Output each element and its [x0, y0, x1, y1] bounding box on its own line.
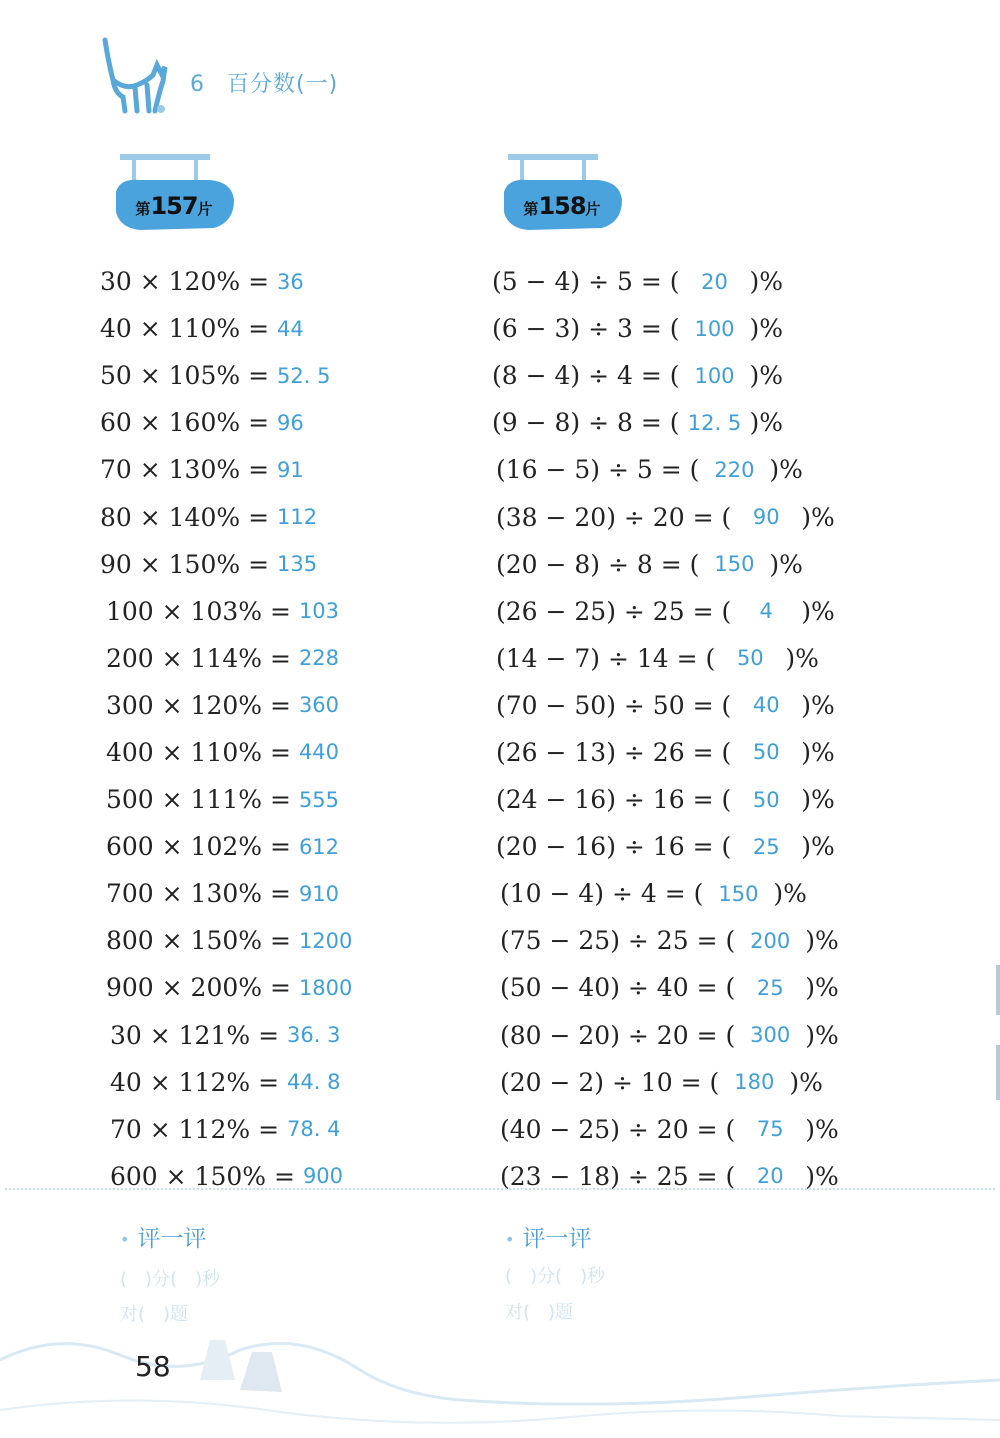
exercise-question: (26 − 13) ÷ 26 = ( [496, 737, 732, 767]
section-divider [5, 1188, 995, 1190]
exercise-row [100, 446, 352, 493]
exercise-row [100, 682, 352, 729]
percent-suffix: )% [769, 549, 803, 579]
badge-prefix: 第 [135, 200, 151, 218]
exercise-answer: 612 [298, 834, 340, 859]
exercise-answer: 4 [759, 599, 773, 624]
page-header [95, 35, 495, 115]
exercise-answer: 100 [694, 363, 735, 388]
exercise-row [100, 1153, 352, 1200]
exercise-answer: 910 [298, 881, 340, 906]
exercise-row [100, 1012, 352, 1059]
exercise-answer: 90 [752, 505, 780, 530]
exercise-answer: 555 [298, 787, 340, 812]
exercise-row [100, 258, 352, 305]
exercise-answer: 228 [298, 646, 340, 671]
exercise-row [100, 352, 352, 399]
bullet-icon: • [505, 1230, 515, 1249]
exercise-answer: 44 [277, 316, 304, 341]
exercise-answer: 52. 5 [277, 363, 331, 388]
page-number: 58 [135, 1350, 171, 1383]
exercise-answer: 300 [750, 1023, 791, 1048]
exercise-question: 600 × 102% = [106, 832, 291, 862]
exercise-answer: 25 [752, 834, 780, 859]
exercise-row [492, 729, 839, 776]
score-line-left: ( )分( )秒 [120, 1269, 221, 1290]
badge-label [124, 192, 224, 220]
percent-suffix: )% [801, 596, 835, 626]
review-title-right [505, 1220, 591, 1253]
percent-suffix: )% [749, 267, 784, 297]
exercise-question: (6 − 3) ÷ 3 = ( [492, 314, 680, 344]
exercise-answer: 180 [734, 1070, 775, 1095]
exercise-row [492, 258, 839, 305]
exercise-question: 300 × 120% = [106, 690, 291, 720]
exercise-row [492, 399, 839, 446]
exercise-question: (20 − 2) ÷ 10 = ( [500, 1067, 720, 1097]
review-title: 评一评 [522, 1226, 592, 1252]
exercise-row [100, 870, 352, 917]
exercise-row [100, 635, 352, 682]
exercise-question: (20 − 16) ÷ 16 = ( [496, 832, 732, 862]
exercise-row [492, 917, 839, 964]
exercise-question: (10 − 4) ÷ 4 = ( [500, 879, 704, 909]
review-title-left [120, 1220, 206, 1253]
section-badge-157 [110, 148, 240, 238]
chapter-number: 6 [190, 72, 205, 97]
percent-suffix: )% [805, 926, 839, 956]
exercise-question: 40 × 110% = [100, 314, 270, 344]
exercise-question: 30 × 121% = [110, 1020, 280, 1050]
exercise-question: 70 × 112% = [110, 1114, 280, 1144]
exercise-answer: 150 [714, 552, 755, 577]
exercise-answer: 91 [277, 457, 304, 482]
exercise-row [100, 305, 352, 352]
exercise-answer: 12. 5 [687, 410, 742, 435]
left-exercise-list [100, 258, 352, 1200]
cat-icon [95, 35, 175, 115]
time-line-right: 对( )题 [505, 1302, 574, 1323]
exercise-answer: 25 [756, 975, 784, 1000]
exercise-answer: 78. 4 [287, 1117, 341, 1142]
percent-suffix: )% [805, 1114, 839, 1144]
exercise-answer: 440 [298, 740, 340, 765]
exercise-question: (38 − 20) ÷ 20 = ( [496, 502, 732, 532]
exercise-question: 800 × 150% = [106, 926, 291, 956]
badge-number: 158 [538, 192, 586, 220]
badge-label [512, 192, 612, 220]
exercise-answer: 200 [750, 928, 791, 953]
exercise-row [492, 1059, 839, 1106]
exercise-row [492, 823, 839, 870]
exercise-row [492, 964, 839, 1011]
exercise-question: (75 − 25) ÷ 25 = ( [500, 926, 736, 956]
score-line-right: ( )分( )秒 [505, 1266, 606, 1287]
exercise-row [100, 964, 352, 1011]
exercise-answer: 20 [701, 269, 728, 294]
exercise-answer: 50 [752, 787, 780, 812]
exercise-question: (20 − 8) ÷ 8 = ( [496, 549, 700, 579]
exercise-answer: 103 [298, 599, 340, 624]
exercise-row [492, 1106, 839, 1153]
exercise-row [100, 1106, 352, 1153]
exercise-answer: 1800 [298, 975, 353, 1000]
exercise-question: (50 − 40) ÷ 40 = ( [500, 973, 736, 1003]
exercise-row [100, 399, 352, 446]
exercise-question: 700 × 130% = [106, 879, 291, 909]
exercise-answer: 1200 [298, 928, 353, 953]
bullet-icon: • [120, 1230, 130, 1249]
percent-suffix: )% [801, 690, 835, 720]
right-exercise-list [492, 258, 839, 1200]
exercise-question: (9 − 8) ÷ 8 = ( [492, 408, 680, 438]
exercise-row [100, 776, 352, 823]
chapter-heading [190, 67, 338, 98]
section-badge-158 [498, 148, 628, 238]
exercise-question: 900 × 200% = [106, 973, 291, 1003]
percent-suffix: )% [749, 361, 784, 391]
exercise-question: 80 × 140% = [100, 502, 270, 532]
exercise-question: (24 − 16) ÷ 16 = ( [496, 785, 732, 815]
exercise-row [100, 823, 352, 870]
exercise-question: 500 × 111% = [106, 785, 291, 815]
percent-suffix: )% [785, 643, 819, 673]
exercise-answer: 50 [736, 646, 764, 671]
percent-suffix: )% [801, 737, 835, 767]
percent-suffix: )% [773, 879, 807, 909]
exercise-question: 200 × 114% = [106, 643, 291, 673]
percent-suffix: )% [805, 1161, 839, 1191]
exercise-row [492, 305, 839, 352]
exercise-answer: 50 [752, 740, 780, 765]
exercise-answer: 360 [298, 693, 340, 718]
exercise-question: 90 × 150% = [100, 549, 270, 579]
exercise-row [100, 588, 352, 635]
exercise-question: 400 × 110% = [106, 737, 291, 767]
percent-suffix: )% [805, 1020, 839, 1050]
exercise-answer: 900 [302, 1164, 344, 1189]
exercise-question: 60 × 160% = [100, 408, 270, 438]
exercise-question: (5 − 4) ÷ 5 = ( [492, 267, 680, 297]
exercise-answer: 20 [756, 1164, 784, 1189]
exercise-question: (8 − 4) ÷ 4 = ( [492, 361, 680, 391]
badge-number: 157 [150, 192, 198, 220]
badge-prefix: 第 [523, 200, 539, 218]
exercise-row [492, 682, 839, 729]
exercise-row [492, 446, 839, 493]
exercise-answer: 40 [752, 693, 780, 718]
exercise-row [100, 541, 352, 588]
exercise-row [492, 1153, 839, 1200]
chapter-title: 百分数(一) [227, 72, 339, 97]
exercise-question: (14 − 7) ÷ 14 = ( [496, 643, 716, 673]
page-edge-mark [996, 965, 1000, 1015]
exercise-row [492, 870, 839, 917]
exercise-answer: 135 [277, 552, 318, 577]
exercise-answer: 96 [277, 410, 304, 435]
percent-suffix: )% [769, 455, 803, 485]
exercise-answer: 150 [718, 881, 759, 906]
exercise-question: 50 × 105% = [100, 361, 270, 391]
exercise-row [492, 493, 839, 540]
exercise-question: 100 × 103% = [106, 596, 291, 626]
exercise-question: (70 − 50) ÷ 50 = ( [496, 690, 732, 720]
exercise-row [100, 1059, 352, 1106]
exercise-answer: 44. 8 [287, 1070, 341, 1095]
exercise-row [492, 635, 839, 682]
percent-suffix: )% [805, 973, 839, 1003]
exercise-answer: 220 [714, 457, 755, 482]
exercise-row [492, 1012, 839, 1059]
percent-suffix: )% [801, 502, 835, 532]
exercise-question: (16 − 5) ÷ 5 = ( [496, 455, 700, 485]
exercise-row [492, 352, 839, 399]
exercise-question: (23 − 18) ÷ 25 = ( [500, 1161, 736, 1191]
percent-suffix: )% [749, 314, 784, 344]
page-edge-mark [996, 1045, 1000, 1100]
percent-suffix: )% [801, 785, 835, 815]
exercise-row [492, 776, 839, 823]
badge-suffix: 片 [197, 200, 213, 218]
exercise-question: 70 × 130% = [100, 455, 270, 485]
badge-suffix: 片 [585, 200, 601, 218]
exercise-question: (80 − 20) ÷ 20 = ( [500, 1020, 736, 1050]
exercise-row [492, 588, 839, 635]
percent-suffix: )% [749, 408, 784, 438]
exercise-answer: 36. 3 [287, 1023, 341, 1048]
exercise-question: (26 − 25) ÷ 25 = ( [496, 596, 732, 626]
exercise-question: 40 × 112% = [110, 1067, 280, 1097]
exercise-answer: 75 [756, 1117, 784, 1142]
exercise-row [100, 729, 352, 776]
exercise-answer: 112 [277, 505, 318, 530]
exercise-answer: 100 [694, 316, 735, 341]
exercise-question: 600 × 150% = [110, 1161, 295, 1191]
exercise-row [100, 493, 352, 540]
exercise-question: 30 × 120% = [100, 267, 270, 297]
exercise-row [100, 917, 352, 964]
percent-suffix: )% [801, 832, 835, 862]
exercise-answer: 36 [277, 269, 304, 294]
review-title: 评一评 [137, 1226, 207, 1252]
time-line-left: 对( )题 [120, 1304, 189, 1325]
exercise-row [492, 541, 839, 588]
exercise-question: (40 − 25) ÷ 20 = ( [500, 1114, 736, 1144]
percent-suffix: )% [789, 1067, 823, 1097]
